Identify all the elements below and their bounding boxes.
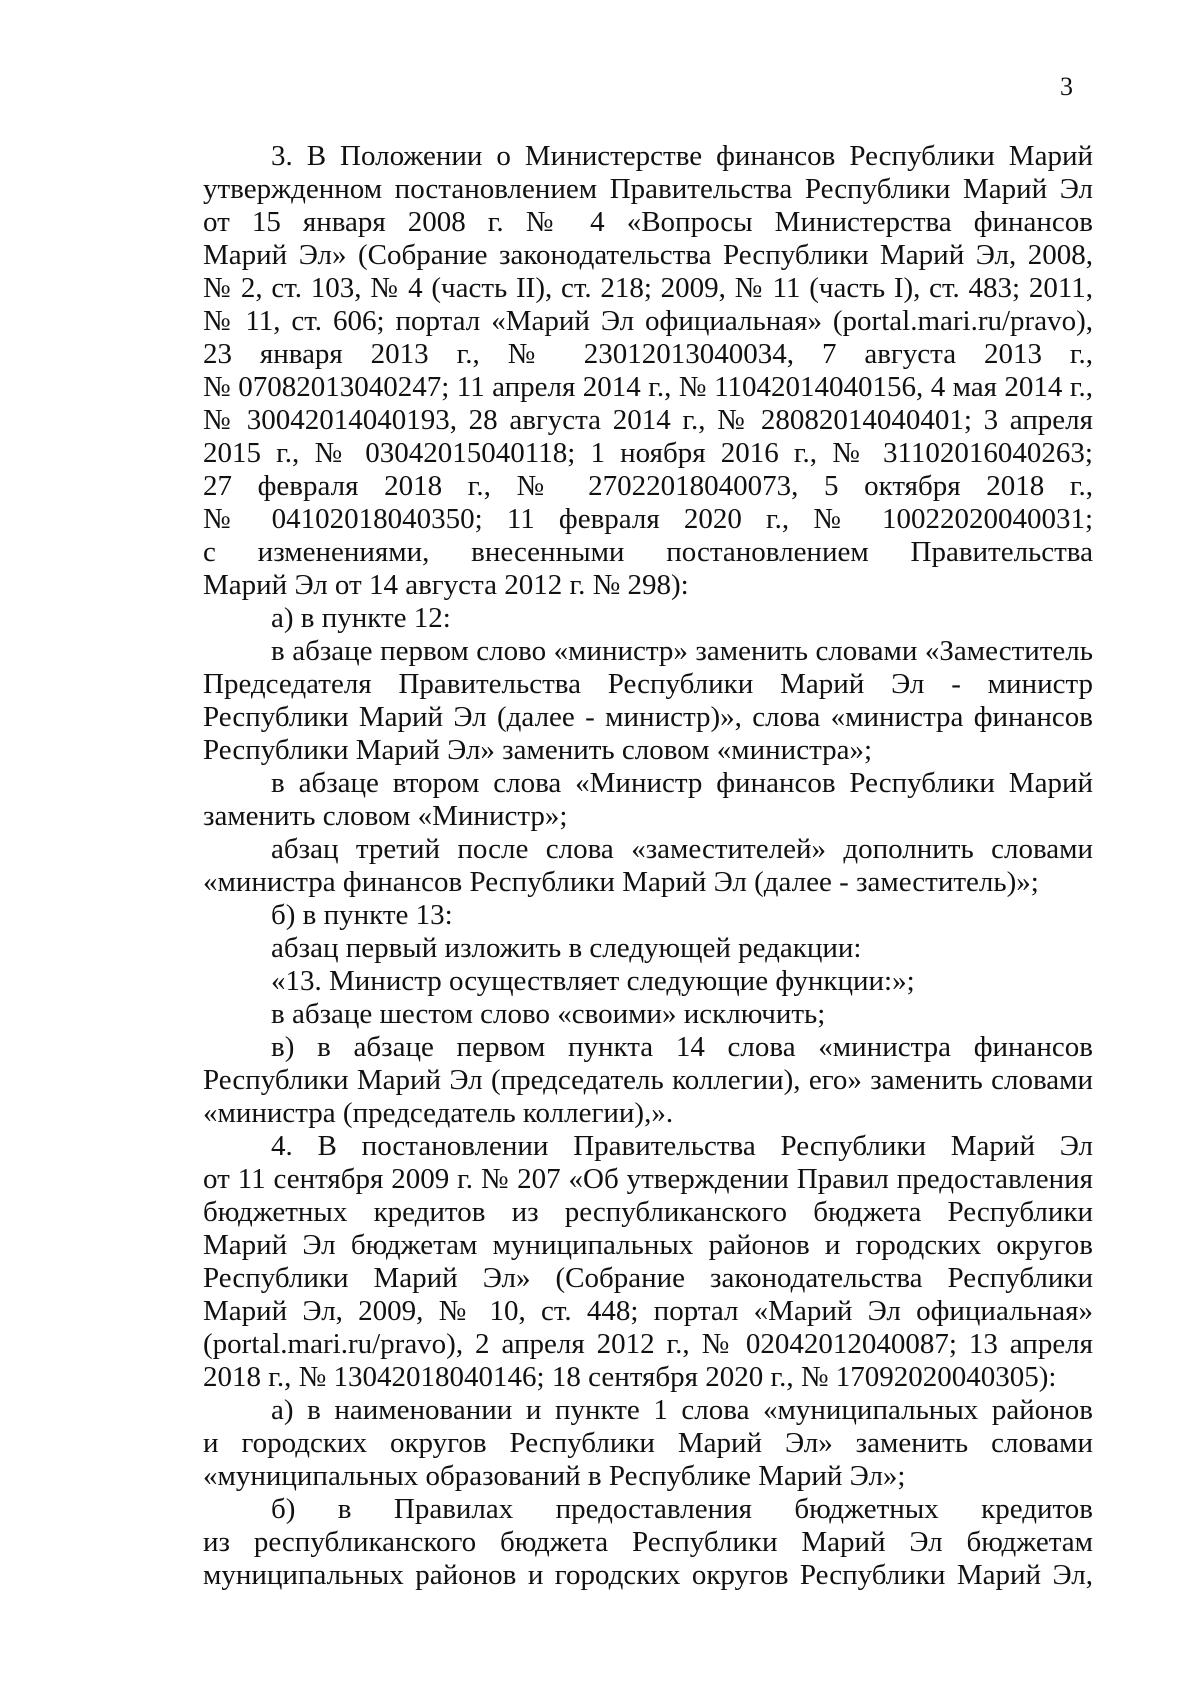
text-line: а) в пункте 12: <box>271 602 451 634</box>
document-body <box>203 140 1093 1592</box>
text-line: утвержденном постановлением Правительства Республики Марий Эл <box>203 173 1093 205</box>
text-line: заменить словом «Министр»; <box>203 800 568 832</box>
text-line: Марий Эл, 2009, № 10, ст. 448; портал «Марий Эл официальная» <box>203 1295 1093 1327</box>
text-line: и городских округов Республики Марий Эл» заменить словами <box>203 1427 1093 1459</box>
text-line: Республики Марий Эл» заменить словом «министра»; <box>203 734 873 766</box>
text-line: Республики Марий Эл (председатель коллегии), его» заменить словами <box>203 1064 1093 1096</box>
text-line: 27 февраля 2018 г., № 27022018040073, 5 октября 2018 г., <box>203 470 1093 502</box>
text-line: в абзаце первом слово «министр» заменить словами «Заместитель <box>271 635 1093 667</box>
text-line: в) в абзаце первом пункта 14 слова «министра финансов <box>271 1031 1093 1063</box>
text-line: № 07082013040247; 11 апреля 2014 г., № 11042014040156, 4 мая 2014 г., <box>203 371 1093 403</box>
text-line: Марий Эл» (Собрание законодательства Республики Марий Эл, 2008, <box>203 239 1093 271</box>
text-line: 3. В Положении о Министерстве финансов Республики Марий <box>271 140 1093 172</box>
text-line: а) в наименовании и пункте 1 слова «муниципальных районов <box>271 1394 1093 1426</box>
text-line: № 2, ст. 103, № 4 (часть II), ст. 218; 2009, № 11 (часть I), ст. 483; 2011, <box>203 272 1093 304</box>
text-line: № 11, ст. 606; портал «Марий Эл официальная» (portal.mari.ru/pravo), <box>203 305 1093 337</box>
text-line: (portal.mari.ru/pravo), 2 апреля 2012 г., № 02042012040087; 13 апреля <box>203 1328 1093 1360</box>
text-line: «13. Министр осуществляет следующие функции:»; <box>271 965 915 997</box>
text-line: Марий Эл бюджетам муниципальных районов и городских округов <box>203 1229 1093 1261</box>
text-line: 4. В постановлении Правительства Республики Марий Эл <box>271 1130 1093 1162</box>
text-line: № 30042014040193, 28 августа 2014 г., № 28082014040401; 3 апреля <box>203 404 1093 436</box>
text-line: в абзаце шестом слово «своими» исключить; <box>271 998 826 1030</box>
text-line: Республики Марий Эл» (Собрание законодательства Республики <box>203 1262 1093 1294</box>
page-number: 3 <box>1060 72 1073 101</box>
text-line: от 11 сентября 2009 г. № 207 «Об утверждении Правил предоставления <box>203 1163 1093 1195</box>
text-line: «муниципальных образований в Республике Марий Эл»; <box>203 1460 906 1492</box>
text-line: в абзаце втором слова «Министр финансов Республики Марий <box>271 767 1093 799</box>
text-line: из республиканского бюджета Республики Марий Эл бюджетам <box>203 1526 1093 1558</box>
text-line: «министра (председатель коллегии),». <box>203 1097 674 1129</box>
text-line: с изменениями, внесенными постановлением Правительства <box>203 536 1093 568</box>
text-line: абзац третий после слова «заместителей» дополнить словами <box>271 833 1093 865</box>
text-line: от 15 января 2008 г. № 4 «Вопросы Министерства финансов <box>203 206 1093 238</box>
text-line: б) в Правилах предоставления бюджетных кредитов <box>271 1493 1093 1525</box>
text-line: № 04102018040350; 11 февраля 2020 г., № 10022020040031; <box>203 503 1093 535</box>
text-line: «министра финансов Республики Марий Эл (далее - заместитель)»; <box>203 866 1039 898</box>
text-line: абзац первый изложить в следующей редакции: <box>271 932 862 964</box>
text-line: Республики Марий Эл (далее - министр)», слова «министра финансов <box>203 701 1093 733</box>
text-line: Марий Эл от 14 августа 2012 г. № 298): <box>203 569 689 601</box>
text-line: бюджетных кредитов из республиканского бюджета Республики <box>203 1196 1093 1228</box>
text-line: 23 января 2013 г., № 23012013040034, 7 августа 2013 г., <box>203 338 1093 370</box>
text-line: б) в пункте 13: <box>271 899 453 931</box>
text-line: Председателя Правительства Республики Марий Эл - министр <box>203 668 1093 700</box>
text-line: 2018 г., № 13042018040146; 18 сентября 2020 г., № 17092020040305): <box>203 1361 1057 1393</box>
text-line: муниципальных районов и городских округов Республики Марий Эл, <box>203 1559 1093 1591</box>
text-line: 2015 г., № 03042015040118; 1 ноября 2016 г., № 31102016040263; <box>203 437 1093 469</box>
